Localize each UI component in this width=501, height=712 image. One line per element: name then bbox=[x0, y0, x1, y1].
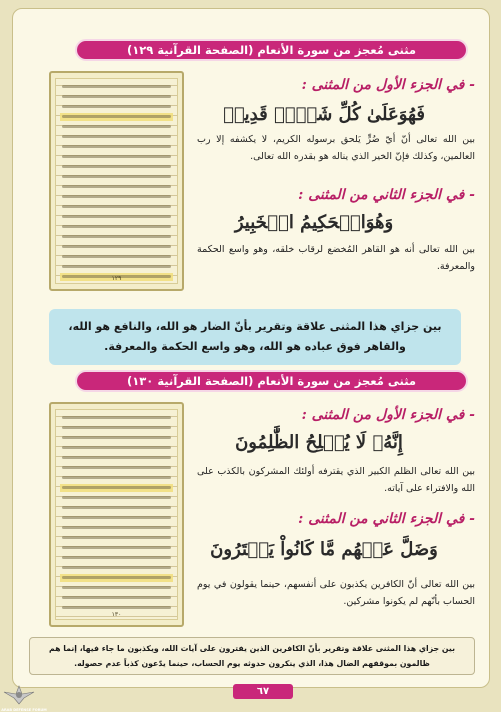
section2-header bbox=[75, 370, 468, 392]
mushaf-page-number: ١٢٩ bbox=[111, 275, 122, 282]
section2-part1-verse: إِنَّهُۥ لَا يُفۡلِحُ الظَّٰلِمُونَ bbox=[235, 432, 403, 453]
section1-mushaf-page-image bbox=[49, 71, 184, 291]
section1-part2-verse: وَهُوَالۡحَكِيمُ الۡخَبِيرُ bbox=[234, 212, 394, 233]
section2-part2-verse: وَضَلَّ عَنۡهُم مَّا كَانُواْ يَفۡتَرُونَ bbox=[210, 539, 438, 560]
section2-header-text: مثنى مُعجز من سورة الأنعام (الصفحة القرآنية ١٣٠) bbox=[127, 374, 417, 388]
section1-part1-verse: فَهُوَعَلَىٰ كُلِّ شَيۡءٖ قَدِيرٞ bbox=[223, 104, 425, 125]
document-page bbox=[12, 8, 490, 697]
section2-part2-text: بين الله تعالى أنّ الكافرين يكذبون على أنفسهم، حينما يقولون في يوم الحساب بأنّهم لم يكونوا مشركين. bbox=[197, 579, 475, 607]
mushaf-text-area bbox=[55, 78, 178, 284]
forum-logo-text: ARAB DEFENSE FORUM bbox=[1, 708, 47, 712]
mushaf-text-area bbox=[55, 409, 178, 620]
section2-part1-title: - في الجزء الأول من المثنى : bbox=[301, 407, 475, 423]
section1-part1-text: بين الله تعالى أنّ أيّ ضُرٍّ يَلحق برسوله الكريم، لا يكشفه إلا رب العالمين، وكذلك فإنّ الخير الذي يناله هو بقدره الله تعالى. bbox=[197, 134, 475, 162]
section1-header bbox=[75, 39, 468, 61]
section2-part2-title: - في الجزء الثاني من المثنى : bbox=[298, 511, 475, 527]
section1-part1-title: - في الجزء الأول من المثنى : bbox=[301, 77, 475, 93]
mushaf-page-number: ١٣٠ bbox=[111, 611, 122, 618]
section1-part2-title: - في الجزء الثاني من المثنى : bbox=[298, 187, 475, 203]
section1-summary-text: بين جزاي هذا المثنى علاقة وتقرير بأنّ الضار هو الله، والنافع هو الله، والقاهر فوق عباده هو الله، وهو واسع الحكمة والمعرفة. bbox=[68, 320, 442, 353]
section1-summary-box bbox=[49, 309, 461, 365]
page-number: ٦٧ bbox=[233, 684, 293, 699]
section2-summary-box bbox=[29, 637, 475, 675]
section2-part1-text: بين الله تعالى الظلم الكبير الذي يقترفه أولئك المشركون بالكذب على الله والافتراء على آياته. bbox=[197, 466, 475, 494]
section2-summary-text: بين جزاي هذا المثنى علاقة وتقرير بأنّ الكافرين الذين يفترون على آيات الله، ويكذبون ما جاء فيها، إنما هم ظالمون بموقفهم الضال هذا، الذي ينكرون حدوثه يوم الحساب، حينما يدّعون كذباً عدم حصوله. bbox=[48, 644, 456, 668]
section1-part2-text: بين الله تعالى أنه هو القاهر المُخضع لرقاب خلقه، وهو واسع الحكمة والمعرفة. bbox=[197, 244, 475, 272]
section2-mushaf-page-image bbox=[49, 402, 184, 627]
section1-header-text: مثنى مُعجز من سورة الأنعام (الصفحة القرآنية ١٢٩) bbox=[127, 43, 417, 57]
forum-logo-icon bbox=[2, 684, 36, 710]
